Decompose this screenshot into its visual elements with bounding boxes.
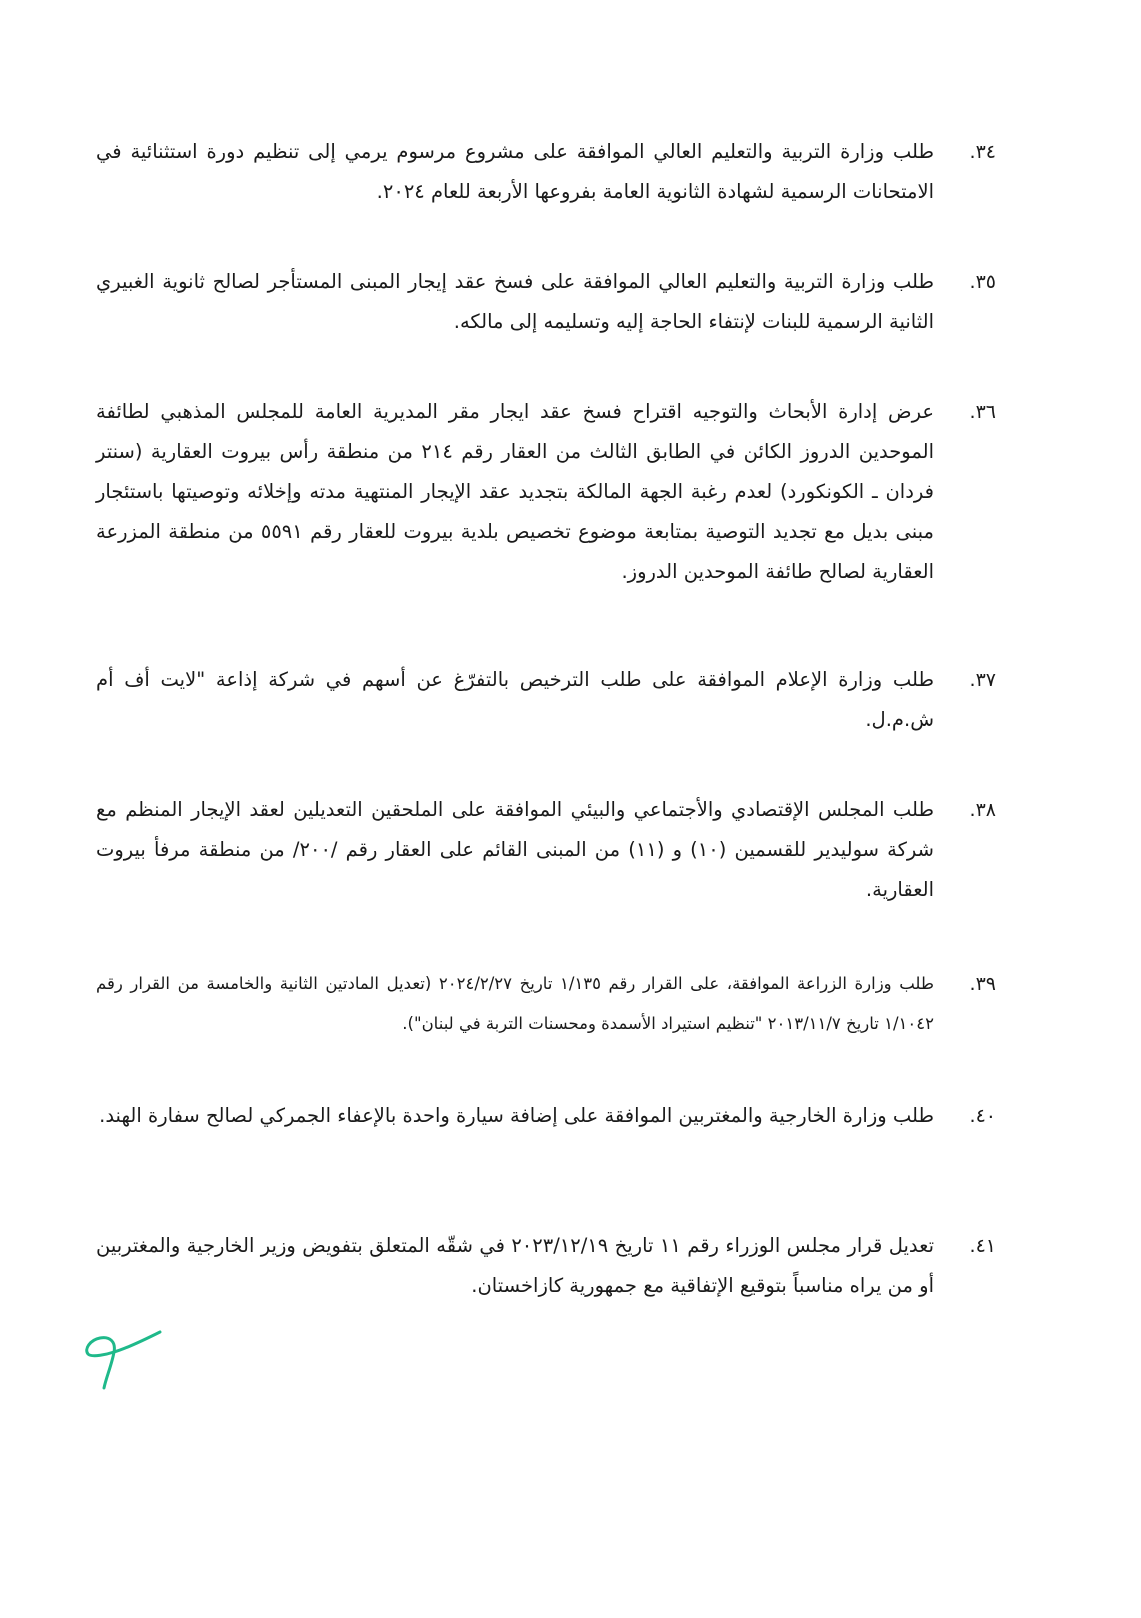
item-text: طلب وزارة التربية والتعليم العالي الموافقة على مشروع مرسوم يرمي إلى تنظيم دورة استثنائية في الامتحانات الرسمية لشهادة الثانوية العامة بفروعها الأربعة للعام ٢٠٢٤.	[96, 140, 934, 203]
item-text: تعديل قرار مجلس الوزراء رقم ١١ تاريخ ٢٠٢٣/١٢/١٩ في شقّه المتعلق بتفويض وزير الخارجية والمغتربين أو من يراه مناسباً بتوقيع الإتفاقية مع جمهورية كازاخستان.	[96, 1234, 935, 1297]
item-text: طلب المجلس الإقتصادي والأجتماعي والبيئي الموافقة على الملحقين التعديلين لعقد الإيجار المنظم مع شركة سوليدير للقسمين (١٠) و (١١) من المبنى القائم على العقار رقم /٢٠٠/ من منطقة مرفأ بيروت العقارية.	[96, 798, 935, 901]
agenda-item-37	[96, 660, 996, 740]
agenda-item-40	[96, 1096, 996, 1136]
item-number: ٣٥.	[969, 271, 996, 293]
agenda-item-36	[96, 392, 996, 592]
item-number: ٣٦.	[969, 401, 996, 423]
item-text: طلب وزارة الإعلام الموافقة على طلب الترخيص بالتفرّغ عن أسهم في شركة إذاعة "لايت أف أم ش.م.ل.	[96, 668, 934, 731]
item-number: ٣٤.	[969, 141, 996, 163]
item-text: عرض إدارة الأبحاث والتوجيه اقتراح فسخ عقد ايجار مقر المديرية العامة للمجلس المذهبي لطائفة الموحدين الدروز الكائن في الطابق الثالث من العقار رقم ٢١٤ من منطقة رأس بيروت العقارية (سنتر فردان ـ الكونكورد) لعدم رغبة الجهة المالكة بتجديد عقد الإيجار المنتهية مدته وإخلائه وتوصيتها باستئجار مبنى بديل مع تجديد التوصية بمتابعة موضوع تخصيص بلدية بيروت للعقار رقم ٥٥٩١ من منطقة المزرعة العقارية لصالح طائفة الموحدين الدروز.	[96, 400, 934, 583]
item-number: ٣٨.	[969, 799, 996, 821]
item-number: ٣٩.	[969, 973, 996, 995]
item-text: طلب وزارة الزراعة الموافقة، على القرار رقم ١/١٣٥ تاريخ ٢٠٢٤/٢/٢٧ (تعديل المادتين الثانية والخامسة من القرار رقم ١/١٠٤٢ تاريخ ٢٠١٣/١١/٧ "تنظيم استيراد الأسمدة ومحسنات التربة في لبنان").	[96, 974, 934, 1033]
signature-stroke	[87, 1332, 160, 1388]
agenda-item-41	[96, 1226, 996, 1306]
item-text: طلب وزارة الخارجية والمغتربين الموافقة على إضافة سيارة واحدة بالإعفاء الجمركي لصالح سفارة الهند.	[99, 1104, 934, 1127]
item-number: ٣٧.	[969, 669, 996, 691]
agenda-item-38	[96, 790, 996, 910]
item-number: ٤٠.	[969, 1105, 996, 1127]
agenda-item-35	[96, 262, 996, 342]
item-text: طلب وزارة التربية والتعليم العالي الموافقة على فسخ عقد إيجار المبنى المستأجر لصالح ثانوية الغبيري الثانية الرسمية للبنات لإنتفاء الحاجة إليه وتسليمه إلى مالكه.	[96, 270, 934, 333]
agenda-item-34	[96, 132, 996, 212]
agenda-item-39	[96, 964, 996, 1044]
handwritten-signature	[78, 1322, 178, 1394]
item-number: ٤١.	[969, 1235, 996, 1257]
